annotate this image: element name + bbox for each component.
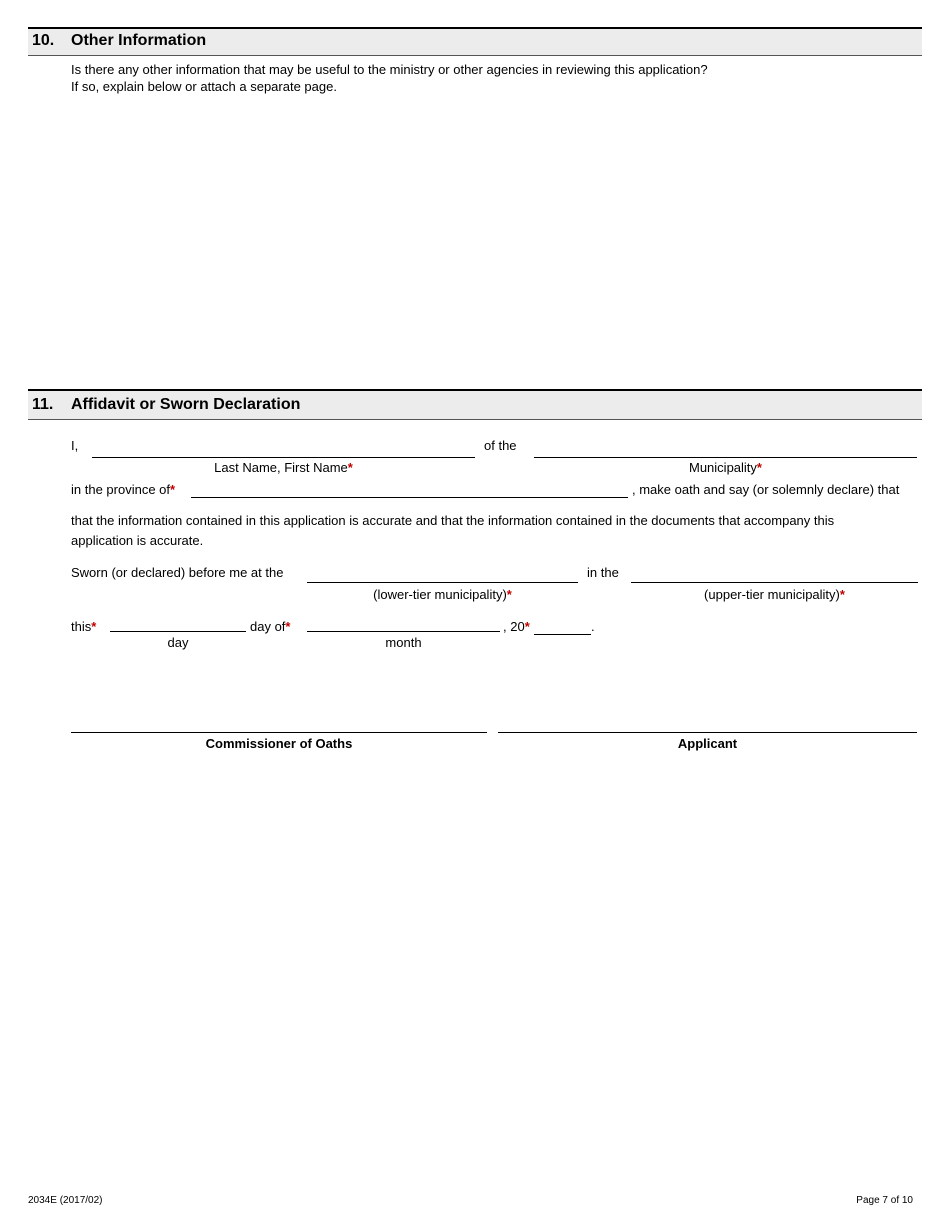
section-11-header [28, 389, 922, 420]
instruction-text: If so, explain below or attach a separate page. [71, 79, 337, 94]
section-title: Other Information [71, 32, 207, 49]
month-caption: month [385, 635, 422, 650]
required-marker: * [506, 587, 512, 602]
sworn-label: Sworn (or declared) before me at the [71, 565, 284, 580]
section-number: 11. [32, 396, 54, 413]
section-10-header [28, 27, 922, 56]
day-of-label: day of* [250, 619, 291, 634]
question-text: Is there any other information that may be useful to the ministry or other agencies in reviewing this application? [71, 62, 708, 77]
in-the-label: in the [587, 565, 619, 580]
commissioner-signature-field[interactable] [71, 732, 487, 733]
other-information-answer-field[interactable] [70, 100, 920, 380]
section-title: Affidavit or Sworn Declaration [71, 396, 301, 413]
required-marker: * [285, 619, 291, 634]
of-the-label: of the [484, 438, 517, 453]
name-field[interactable] [92, 457, 475, 458]
section-number: 10. [32, 32, 55, 49]
province-label: in the province of* [71, 482, 176, 497]
month-field[interactable] [307, 631, 500, 632]
name-caption: Last Name, First Name* [214, 460, 353, 475]
applicant-signature-field[interactable] [498, 732, 917, 733]
municipality-field[interactable] [534, 457, 917, 458]
upper-tier-municipality-field[interactable] [631, 582, 918, 583]
municipality-caption: Municipality* [689, 460, 762, 475]
year-prefix: , 20* [503, 619, 530, 634]
accuracy-statement-line-1: that the information contained in this application is accurate and that the information contained in the documents that accompany this [71, 513, 835, 528]
day-caption: day [167, 635, 189, 650]
year-field[interactable] [534, 634, 591, 635]
date-period: . [591, 619, 595, 634]
oath-text: , make oath and say (or solemnly declare) that [632, 482, 900, 497]
i-label: I, [71, 438, 79, 453]
required-marker: * [170, 482, 176, 497]
day-field[interactable] [110, 631, 246, 632]
lower-tier-caption: (lower-tier municipality)* [373, 587, 512, 602]
page-number: Page 7 of 10 [856, 1195, 913, 1206]
accuracy-statement-line-2: application is accurate. [71, 533, 204, 548]
province-field[interactable] [191, 497, 628, 498]
applicant-label: Applicant [677, 736, 738, 751]
required-marker: * [347, 460, 353, 475]
form-id: 2034E (2017/02) [28, 1195, 103, 1206]
this-label: this* [71, 619, 97, 634]
required-marker: * [524, 619, 530, 634]
required-marker: * [839, 587, 845, 602]
required-marker: * [756, 460, 762, 475]
commissioner-label: Commissioner of Oaths [205, 736, 353, 751]
required-marker: * [91, 619, 97, 634]
lower-tier-municipality-field[interactable] [307, 582, 578, 583]
upper-tier-caption: (upper-tier municipality)* [704, 587, 845, 602]
